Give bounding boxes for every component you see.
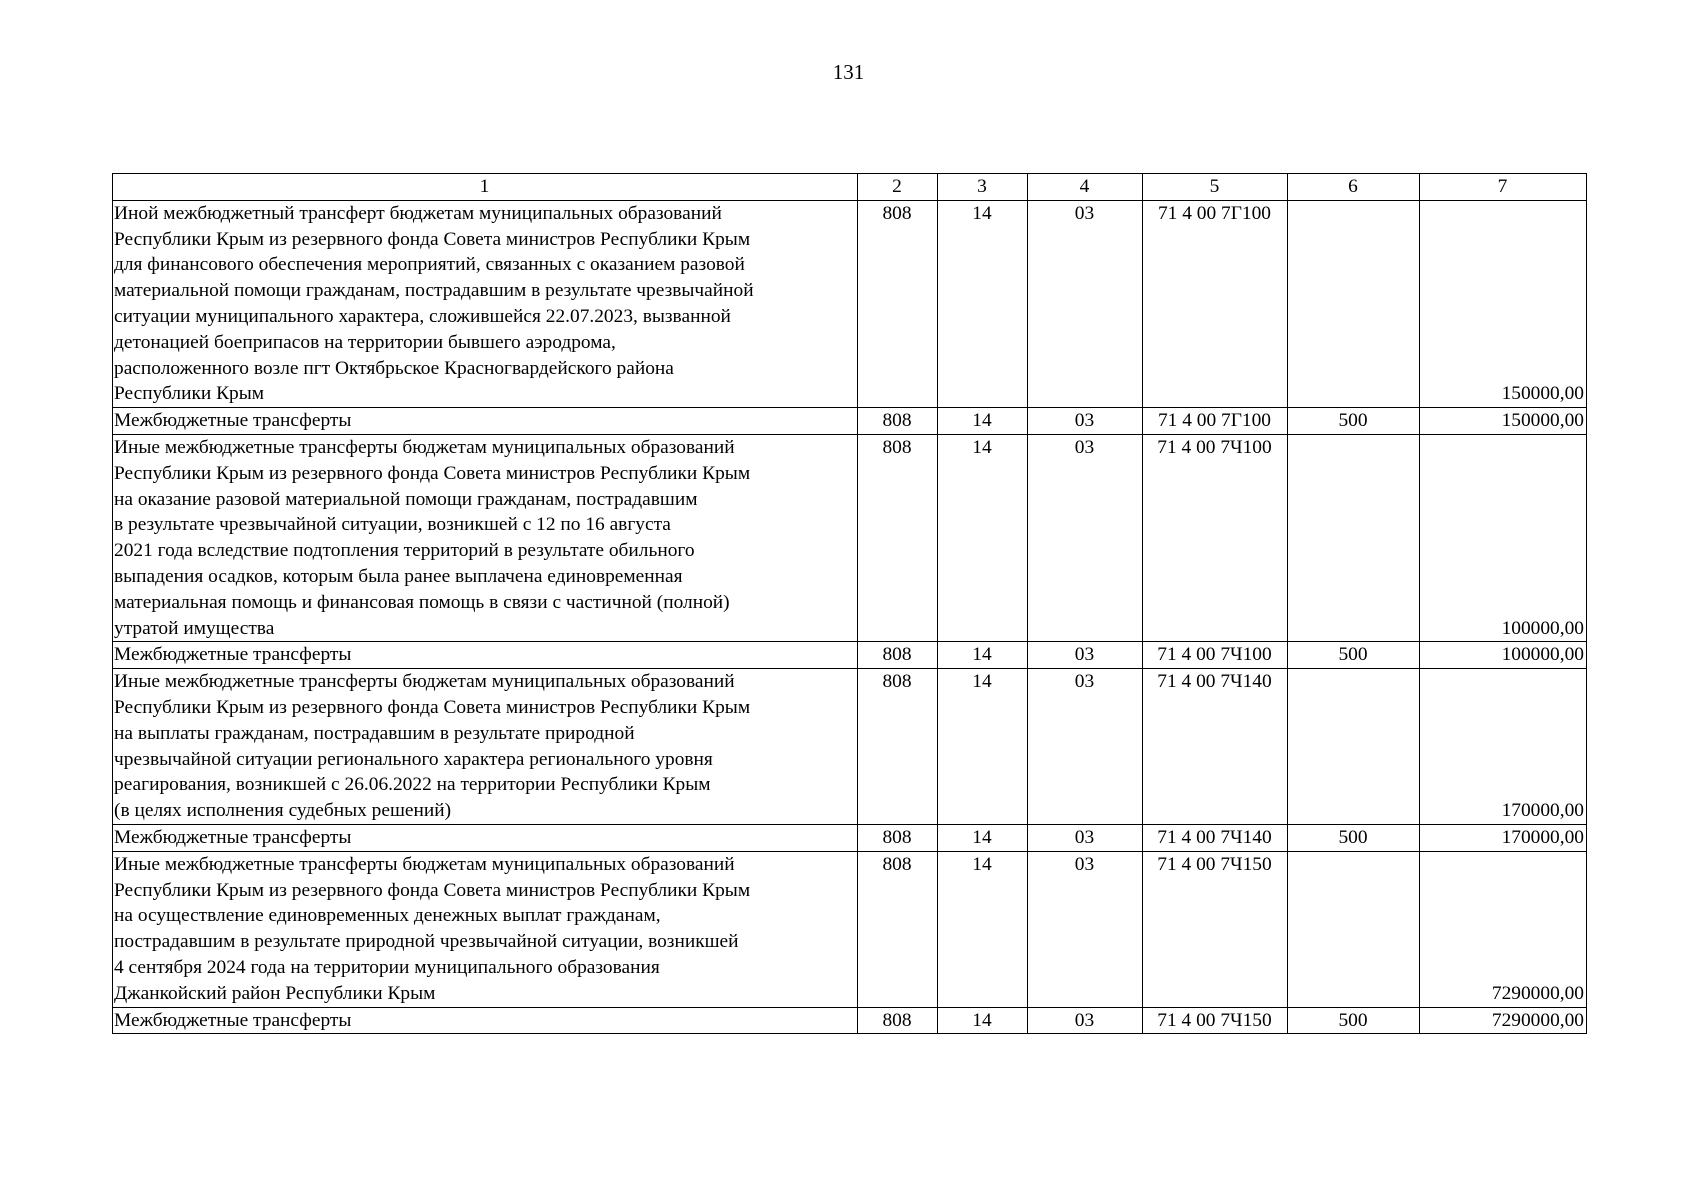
column-header-1: 1: [113, 174, 858, 201]
row-subsection-code: 03: [1028, 824, 1143, 851]
row-section-code: 14: [938, 408, 1028, 435]
row-section-code: 14: [938, 851, 1028, 1007]
row-target-article: 71 4 00 7Ч150: [1143, 851, 1288, 1007]
row-expense-type: 500: [1288, 408, 1420, 435]
row-subsection-code: 03: [1028, 851, 1143, 1007]
row-expense-type: [1288, 669, 1420, 825]
row-description: Межбюджетные трансферты: [113, 824, 858, 851]
column-header-7: 7: [1420, 174, 1587, 201]
row-section-code: 14: [938, 669, 1028, 825]
page-number: 131: [832, 60, 865, 84]
column-header-3: 3: [938, 174, 1028, 201]
column-header-6: 6: [1288, 174, 1420, 201]
row-ministry-code: 808: [858, 669, 938, 825]
row-target-article: 71 4 00 7Ч100: [1143, 434, 1288, 641]
row-target-article: 71 4 00 7Г100: [1143, 408, 1288, 435]
column-header-5: 5: [1143, 174, 1288, 201]
row-subsection-code: 03: [1028, 669, 1143, 825]
row-amount: 170000,00: [1420, 824, 1587, 851]
row-amount: 150000,00: [1420, 408, 1587, 435]
row-ministry-code: 808: [858, 408, 938, 435]
row-ministry-code: 808: [858, 200, 938, 407]
table-row: [113, 200, 1587, 407]
row-amount: 7290000,00: [1420, 851, 1587, 1007]
table-row: [113, 851, 1587, 1007]
row-ministry-code: 808: [858, 642, 938, 669]
row-target-article: 71 4 00 7Г100: [1143, 200, 1288, 407]
row-description: Иные межбюджетные трансферты бюджетам муниципальных образований Республики Крым из резервного фонда Совета министров Республики Крым на осуществление единовременных денежных выплат гражданам, пострадавшим в результате природной чрезвычайной ситуации, возникшей 4 сентября 2024 года на территории муниципального образования Джанкойский район Республики Крым: [113, 851, 858, 1007]
row-section-code: 14: [938, 642, 1028, 669]
row-target-article: 71 4 00 7Ч140: [1143, 824, 1288, 851]
row-description: Иной межбюджетный трансферт бюджетам муниципальных образований Республики Крым из резервного фонда Совета министров Республики Крым для финансового обеспечения мероприятий, связанных с оказанием разовой материальной помощи гражданам, пострадавшим в результате чрезвычайной ситуации муниципального характера, сложившейся 22.07.2023, вызванной детонацией боеприпасов на территории бывшего аэродрома, расположенного возле пгт Октябрьское Красногвардейского района Республики Крым: [113, 200, 858, 407]
row-ministry-code: 808: [858, 824, 938, 851]
row-expense-type: [1288, 851, 1420, 1007]
row-expense-type: [1288, 434, 1420, 641]
row-amount: 150000,00: [1420, 200, 1587, 407]
row-amount: 170000,00: [1420, 669, 1587, 825]
row-amount: 100000,00: [1420, 642, 1587, 669]
column-header-4: 4: [1028, 174, 1143, 201]
table-row: [113, 434, 1587, 641]
row-expense-type: [1288, 200, 1420, 407]
row-subsection-code: 03: [1028, 642, 1143, 669]
row-section-code: 14: [938, 824, 1028, 851]
row-expense-type: 500: [1288, 642, 1420, 669]
row-subsection-code: 03: [1028, 1007, 1143, 1034]
table-row: [113, 669, 1587, 825]
row-description: Межбюджетные трансферты: [113, 1007, 858, 1034]
table-row: [113, 1007, 1587, 1034]
row-subsection-code: 03: [1028, 200, 1143, 407]
row-ministry-code: 808: [858, 1007, 938, 1034]
table-row: [113, 642, 1587, 669]
row-description: Межбюджетные трансферты: [113, 408, 858, 435]
row-expense-type: 500: [1288, 1007, 1420, 1034]
row-amount: 7290000,00: [1420, 1007, 1587, 1034]
row-description: Иные межбюджетные трансферты бюджетам муниципальных образований Республики Крым из резервного фонда Совета министров Республики Крым на выплаты гражданам, пострадавшим в результате природной чрезвычайной ситуации регионального характера регионального уровня реагирования, возникшей с 26.06.2022 на территории Республики Крым (в целях исполнения судебных решений): [113, 669, 858, 825]
row-section-code: 14: [938, 434, 1028, 641]
row-subsection-code: 03: [1028, 408, 1143, 435]
budget-table: [112, 173, 1587, 1034]
row-target-article: 71 4 00 7Ч140: [1143, 669, 1288, 825]
row-description: Межбюджетные трансферты: [113, 642, 858, 669]
row-subsection-code: 03: [1028, 434, 1143, 641]
row-ministry-code: 808: [858, 851, 938, 1007]
row-description: Иные межбюджетные трансферты бюджетам муниципальных образований Республики Крым из резервного фонда Совета министров Республики Крым на оказание разовой материальной помощи гражданам, пострадавшим в результате чрезвычайной ситуации, возникшей с 12 по 16 августа 2021 года вследствие подтопления территорий в результате обильного выпадения осадков, которым была ранее выплачена единовременная материальная помощь и финансовая помощь в связи с частичной (полной) утратой имущества: [113, 434, 858, 641]
row-expense-type: 500: [1288, 824, 1420, 851]
row-amount: 100000,00: [1420, 434, 1587, 641]
table-row: [113, 408, 1587, 435]
column-header-2: 2: [858, 174, 938, 201]
row-target-article: 71 4 00 7Ч100: [1143, 642, 1288, 669]
row-section-code: 14: [938, 200, 1028, 407]
table-header-row: [113, 174, 1587, 201]
row-section-code: 14: [938, 1007, 1028, 1034]
table-row: [113, 824, 1587, 851]
row-target-article: 71 4 00 7Ч150: [1143, 1007, 1288, 1034]
row-ministry-code: 808: [858, 434, 938, 641]
